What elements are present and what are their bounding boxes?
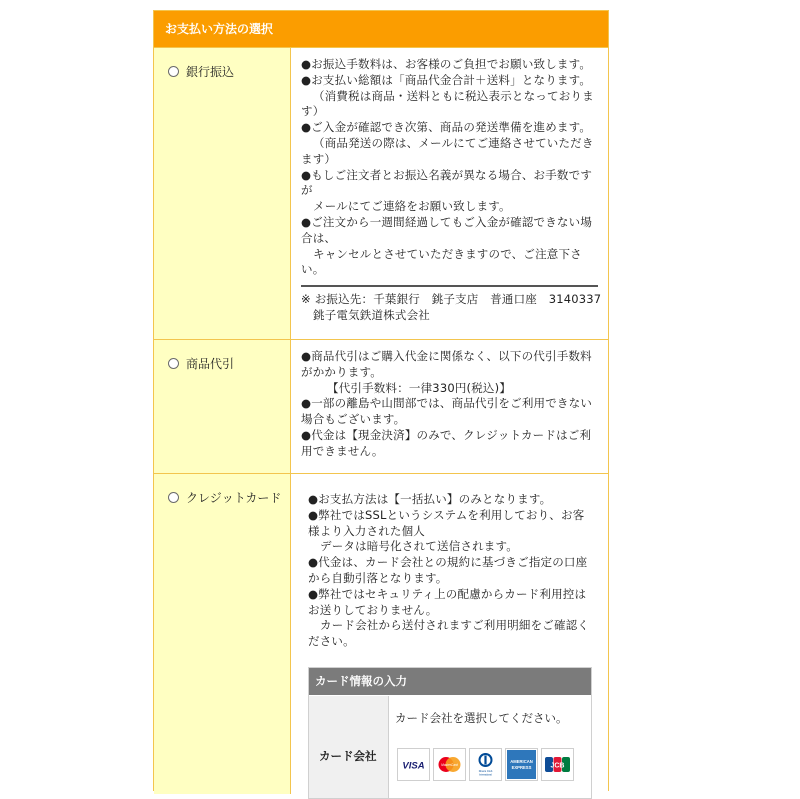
description-line: ●代金は【現金決済】のみで、クレジットカードはご利 bbox=[301, 427, 592, 442]
payment-method-panel bbox=[153, 10, 609, 791]
svg-text:AMERICAN: AMERICAN bbox=[510, 759, 533, 764]
amex-logo bbox=[506, 749, 537, 780]
svg-text:VISA: VISA bbox=[402, 760, 425, 772]
option-label-cell[interactable] bbox=[154, 474, 291, 794]
description-line: キャンセルとさせていただきますので、ご注意下さ bbox=[313, 246, 582, 261]
cod-radio-group[interactable] bbox=[168, 355, 234, 372]
description-line: ●ご入金が確認でき次第、商品の発送準備を進めます。 bbox=[301, 120, 592, 135]
description-line: 用できません。 bbox=[301, 443, 384, 458]
description-line: ●お支払方法は【一括払い】のみとなります。 bbox=[308, 492, 552, 506]
description-line: ●弊社ではSSLというシステムを利用しており、お客 bbox=[308, 507, 585, 522]
svg-text:MasterCard: MasterCard bbox=[441, 763, 458, 767]
credit-card-label[interactable]: クレジットカード bbox=[186, 491, 282, 505]
jcb-logo-button[interactable] bbox=[541, 748, 574, 781]
bank-account-info: ※ お振込先：千葉銀行 銚子支店 普通口座 3140337 bbox=[301, 292, 602, 307]
description-line: （消費税は商品・送料ともに税込表示となっておりま bbox=[313, 88, 594, 103]
card-info-box bbox=[308, 667, 592, 799]
payment-option-bank-transfer bbox=[154, 47, 608, 340]
description-line: メールにてご連絡をお願い致します。 bbox=[313, 199, 511, 214]
card-company-label-cell bbox=[309, 696, 389, 798]
description-line: ださい。 bbox=[308, 634, 355, 649]
card-company-instruction: カード会社を選択してください。 bbox=[395, 711, 568, 725]
card-brand-list bbox=[397, 748, 577, 781]
credit-card-radio-group[interactable] bbox=[168, 489, 281, 506]
payment-option-cash-on-delivery bbox=[154, 339, 608, 474]
description-line: い。 bbox=[301, 262, 325, 277]
bank-transfer-radio-group[interactable] bbox=[168, 63, 234, 80]
svg-text:EXPRESS: EXPRESS bbox=[511, 765, 532, 770]
description-line: ●商品代引はご購入代金に関係なく、以下の代引手数料 bbox=[301, 349, 592, 363]
description-line: がかかります。 bbox=[301, 364, 382, 379]
description-line: ●もしご注文者とお振込名義が異なる場合、お手数です bbox=[301, 167, 593, 182]
mastercard-logo bbox=[434, 749, 465, 780]
description-line: （商品発送の際は、メールにてご連絡させていただき bbox=[313, 135, 594, 150]
description-line: から自動引落となります。 bbox=[308, 570, 448, 585]
description-line: データは暗号化されて送信されます。 bbox=[320, 539, 518, 554]
description-line: ●弊社ではセキュリティ上の配慮からカード利用控は bbox=[308, 586, 587, 601]
description-line: カード会社から送付されますご利用明細をご確認く bbox=[320, 618, 590, 633]
payment-option-credit-card bbox=[154, 473, 608, 794]
option-label-cell[interactable] bbox=[154, 48, 291, 340]
cod-fee: 【代引手数料：一律330円(税込)】 bbox=[327, 380, 512, 395]
bank-account-holder: 銚子電気鉄道株式会社 bbox=[313, 307, 430, 322]
description-line: 様より入力された個人 bbox=[308, 523, 425, 538]
svg-text:JCB: JCB bbox=[550, 762, 565, 770]
mastercard-logo-button[interactable] bbox=[433, 748, 466, 781]
bank-transfer-radio[interactable] bbox=[168, 66, 179, 77]
description-line: 場合もございます。 bbox=[301, 412, 406, 427]
cod-description bbox=[301, 349, 598, 460]
description-line: ●お振込手数料は、お客様のご負担でお願い致します。 bbox=[301, 57, 592, 71]
visa-logo-button[interactable] bbox=[397, 748, 430, 781]
diners-logo bbox=[470, 749, 501, 780]
description-line: ●お支払い総額は「商品代金合計＋送料」となります。 bbox=[301, 72, 592, 87]
card-info-title: カード情報の入力 bbox=[309, 668, 591, 695]
credit-card-description bbox=[308, 492, 598, 650]
description-line: ●ご注文から一週間経過してもご入金が確認できない場 bbox=[301, 214, 593, 229]
bank-transfer-description bbox=[301, 57, 602, 324]
description-line: ます） bbox=[301, 151, 337, 166]
divider bbox=[301, 285, 598, 287]
jcb-logo bbox=[542, 749, 573, 780]
panel-title: お支払い方法の選択 bbox=[154, 11, 608, 47]
cod-label[interactable]: 商品代引 bbox=[186, 357, 235, 371]
description-line: お送りしておりません。 bbox=[308, 602, 438, 617]
cod-radio[interactable] bbox=[168, 358, 179, 369]
description-line: ●一部の離島や山間部では、商品代引をご利用できない bbox=[301, 396, 593, 411]
bank-transfer-label[interactable]: 銀行振込 bbox=[186, 65, 235, 79]
description-line: す） bbox=[301, 104, 325, 119]
option-label-cell[interactable] bbox=[154, 340, 291, 474]
credit-card-radio[interactable] bbox=[168, 492, 179, 503]
description-line: 合は、 bbox=[301, 230, 337, 245]
diners-logo-button[interactable] bbox=[469, 748, 502, 781]
card-company-label: カード会社 bbox=[319, 749, 377, 763]
description-line: ●代金は、カード会社との規約に基づきご指定の口座 bbox=[308, 555, 588, 570]
description-line: が bbox=[301, 183, 313, 198]
visa-logo bbox=[398, 749, 429, 780]
svg-text:International: International bbox=[479, 774, 492, 777]
amex-logo-button[interactable] bbox=[505, 748, 538, 781]
svg-text:Diners Club: Diners Club bbox=[478, 770, 493, 773]
